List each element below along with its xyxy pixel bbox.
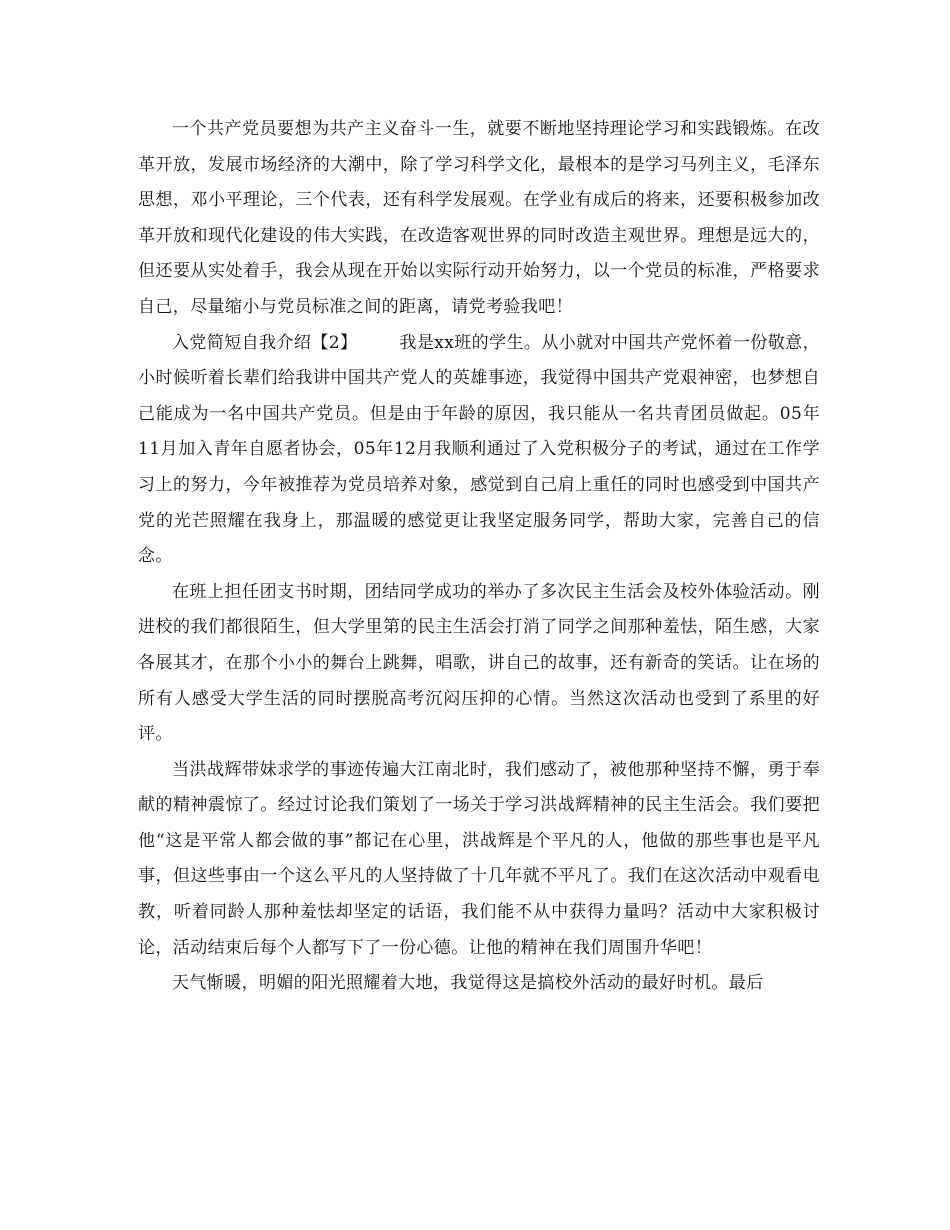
paragraph-5: 天气惭暖，明媚的阳光照耀着大地，我觉得这是搞校外活动的最好时机。最后 [172, 973, 764, 994]
paragraph-2-text: 我是xx班的学生。从小就对中国共产党怀着一份敬意，小时候听着长辈们给我讲中国共产党人的英雄事迹，我觉得中国共产党艰神密，也梦想自己能成为一名中国共产党员。但是由于年龄的原因，我只能从一名共青团员做起。05年11月加入青年自愿者协会，05年12月我顺利通过了入党积极分子的考试，通过在工作学习上的努力，今年被推荐为党员培养对象，感觉到自己肩上重任的同时也感受到中国共产党的光芒照耀在我身上，那温暖的感觉更让我坚定服务同学，帮助大家，完善自己的信念。 [138, 332, 820, 567]
paragraph-2 [138, 326, 820, 575]
paragraph-4: 当洪战辉带妹求学的事迹传遍大江南北时，我们感动了，被他那种坚持不懈，勇于奉献的精神震惊了。经过讨论我们策划了一场关于学习洪战辉精神的民主生活会。我们要把他“这是平常人都会做的事”都记在心里，洪战辉是个平凡的人，他做的那些事也是平凡事，但这些事由一个这么平凡的人坚持做了十几年就不平凡了。我们在这次活动中观看电教，听着同龄人那种羞怯却坚定的话语，我们能不从中获得力量吗？活动中大家积极讨论，活动结束后每个人都写下了一份心德。让他的精神在我们周围升华吧！ [138, 759, 820, 958]
paragraph-1: 一个共产党员要想为共产主义奋斗一生，就要不断地坚持理论学习和实践锻炼。在改革开放，发展市场经济的大潮中，除了学习科学文化，最根本的是学习马列主义，毛泽东思想，邓小平理论，三个代表，还有科学发展观。在学业有成后的将来，还要积极参加改革开放和现代化建设的伟大实践，在改造客观世界的同时改造主观世界。理想是远大的，但还要从实处着手，我会从现在开始以实际行动开始努力，以一个党员的标准，严格要求自己，尽量缩小与党员标准之间的距离，请党考验我吧！ [138, 119, 820, 317]
section-heading: 入党简短自我介绍【2】 [172, 332, 358, 353]
document-body [138, 112, 820, 1002]
paragraph-3: 在班上担任团支书时期，团结同学成功的举办了多次民主生活会及校外体验活动。刚进校的我们都很陌生，但大学里第的民主生活会打消了同学之间那种羞怯，陌生感，大家各展其才，在那个小小的舞台上跳舞，唱歌，讲自己的故事，还有新奇的笑话。让在场的所有人感受大学生活的同时摆脱高考沉闷压抑的心情。当然这次活动也受到了系里的好评。 [138, 581, 820, 745]
